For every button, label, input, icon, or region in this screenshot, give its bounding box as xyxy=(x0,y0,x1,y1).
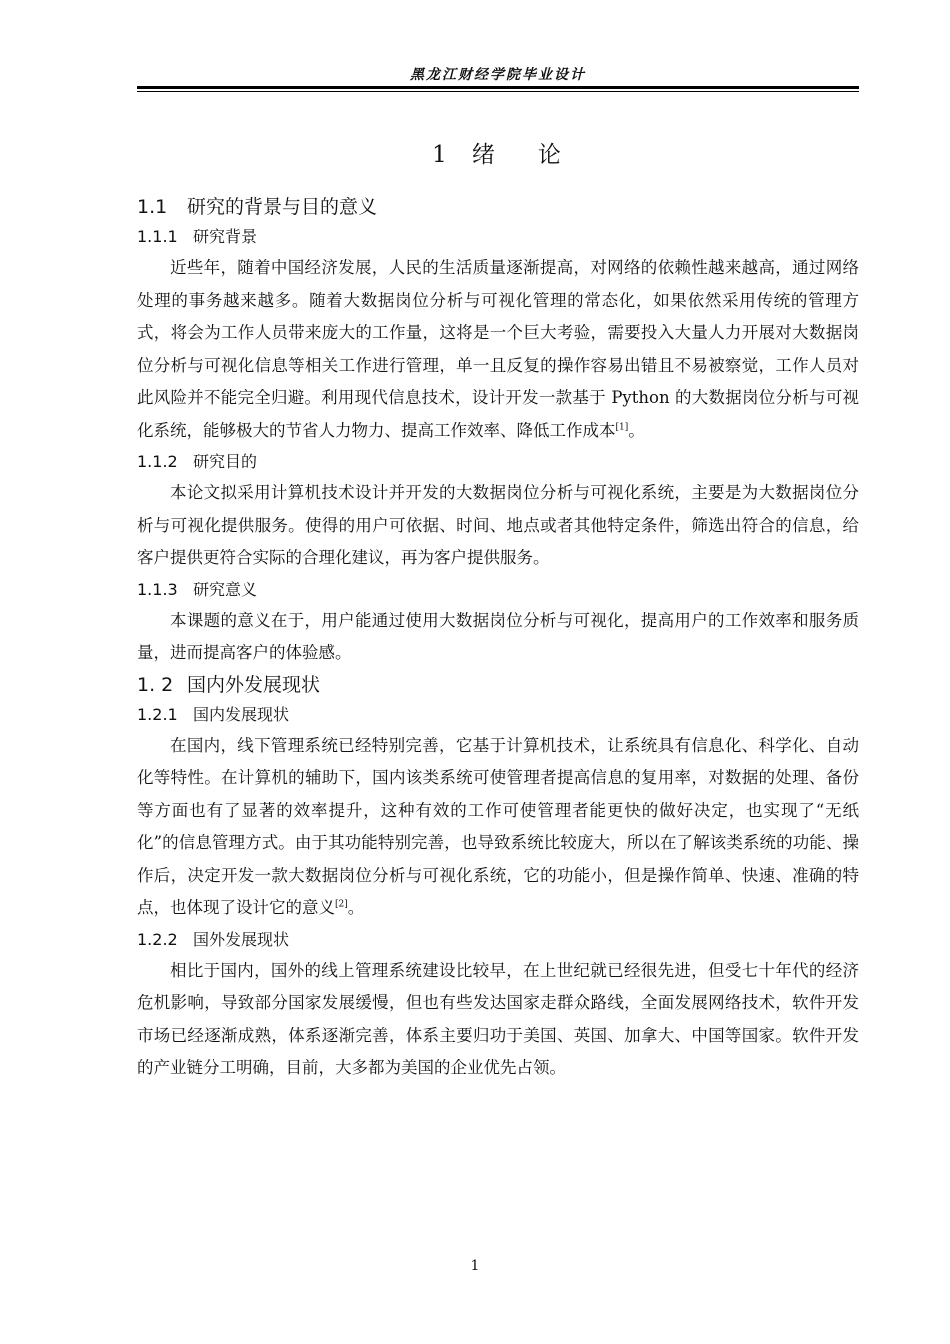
chapter-title-part2: 论 xyxy=(537,142,564,168)
subsection-heading-1-1-1 xyxy=(137,222,859,252)
citation-ref: [1] xyxy=(615,422,629,432)
section-heading-1-2 xyxy=(137,670,859,700)
subsection-heading-1-1-2 xyxy=(137,447,859,477)
subsection-title: 国内发展现状 xyxy=(193,704,290,724)
paragraph-foreign-status: 相比于国内，国外的线上管理系统建设比较早，在上世纪就已经很先进，但受七十年代的经济危机影响，导致部分国家发展缓慢，但也有些发达国家走群众路线，全面发展网络技术，软件开发市场已经逐渐成熟，体系逐渐完善，体系主要归功于美国、英国、加拿大、中国等国家。软件开发的产业链分工明确，目前，大多都为美国的企业优先占领。 xyxy=(137,960,859,1077)
paragraph-text: 近些年，随着中国经济发展，人民的生活质量逐渐提高，对网络的依赖性越来越高，通过网络处理的事务越来越多。随着大数据岗位分析与可视化管理的常态化，如果依然采用传统的管理方式，将会为工作人员带来庞大的工作量，这将是一个巨大考验，需要投入大量人力开展对大数据岗位分析与可视化信息等相关工作进行管理，单一且反复的操作容易出错且不易被察觉，工作人员对此风险并不能完全归避。利用现代信息技术，设计开发一款基于 Python 的大数据岗位分析与可视化系统，能够极大的节省人力物力、提高工作效率、降低工作成本 xyxy=(137,258,859,440)
paragraph-research-background xyxy=(137,252,859,447)
paragraph-end: 。 xyxy=(628,420,645,440)
subsection-number: 1.1.1 xyxy=(137,227,178,246)
section-title: 研究的背景与目的意义 xyxy=(187,196,378,218)
subsection-title: 研究背景 xyxy=(193,227,258,246)
section-number: 1. 2 xyxy=(137,673,174,696)
subsection-title: 研究目的 xyxy=(193,452,258,471)
section-number: 1.1 xyxy=(137,196,168,218)
section-heading-1-1 xyxy=(137,192,859,222)
chapter-number: 1 xyxy=(432,142,450,168)
subsection-heading-1-2-1 xyxy=(137,700,859,730)
subsection-number: 1.2.1 xyxy=(137,704,178,724)
header-rule-thick xyxy=(137,86,859,89)
subsection-title: 研究意义 xyxy=(193,579,258,599)
chapter-title xyxy=(137,138,859,172)
chapter-title-part1: 绪 xyxy=(471,142,498,168)
paragraph-research-purpose: 本论文拟采用计算机技术设计并开发的大数据岗位分析与可视化系统，主要是为大数据岗位分析与可视化提供服务。使得的用户可依据、时间、地点或者其他特定条件，筛选出符合的信息，给客户提供更符合实际的合理化建议，再为客户提供服务。 xyxy=(137,483,859,567)
paragraph-domestic-status xyxy=(137,730,859,925)
subsection-heading-1-2-2 xyxy=(137,925,859,955)
paragraph-text: 在国内，线下管理系统已经特别完善，它基于计算机技术，让系统具有信息化、科学化、自动化等特性。在计算机的辅助下，国内该类系统可使管理者提高信息的复用率，对数据的处理、备份等方面也有了显著的效率提升，这种有效的工作可使管理者能更快的做好决定，也实现了“无纸化”的信息管理方式。由于其功能特别完善，也导致系统比较庞大，所以在了解该类系统的功能、操作后，决定开发一款大数据岗位分析与可视化系统，它的功能小，但是操作简单、快速、准确的特点，也体现了设计它的意义 xyxy=(137,735,859,917)
subsection-number: 1.1.3 xyxy=(137,579,178,599)
subsection-number: 1.2.2 xyxy=(137,929,178,949)
header-rule-thin xyxy=(137,91,859,92)
subsection-title: 国外发展现状 xyxy=(193,929,290,949)
page-body xyxy=(137,138,859,1085)
subsection-number: 1.1.2 xyxy=(137,452,178,471)
citation-ref: [2] xyxy=(335,899,348,910)
section-title: 国内外发展现状 xyxy=(187,673,321,696)
subsection-heading-1-1-3 xyxy=(137,575,859,605)
page-number: 1 xyxy=(470,1258,480,1274)
paragraph-end: 。 xyxy=(347,898,365,917)
paragraph-research-significance: 本课题的意义在于，用户能通过使用大数据岗位分析与可视化，提高用户的工作效率和服务质量，进而提高客户的体验感。 xyxy=(137,610,859,662)
running-header: 黑龙江财经学院毕业设计 xyxy=(410,67,586,83)
